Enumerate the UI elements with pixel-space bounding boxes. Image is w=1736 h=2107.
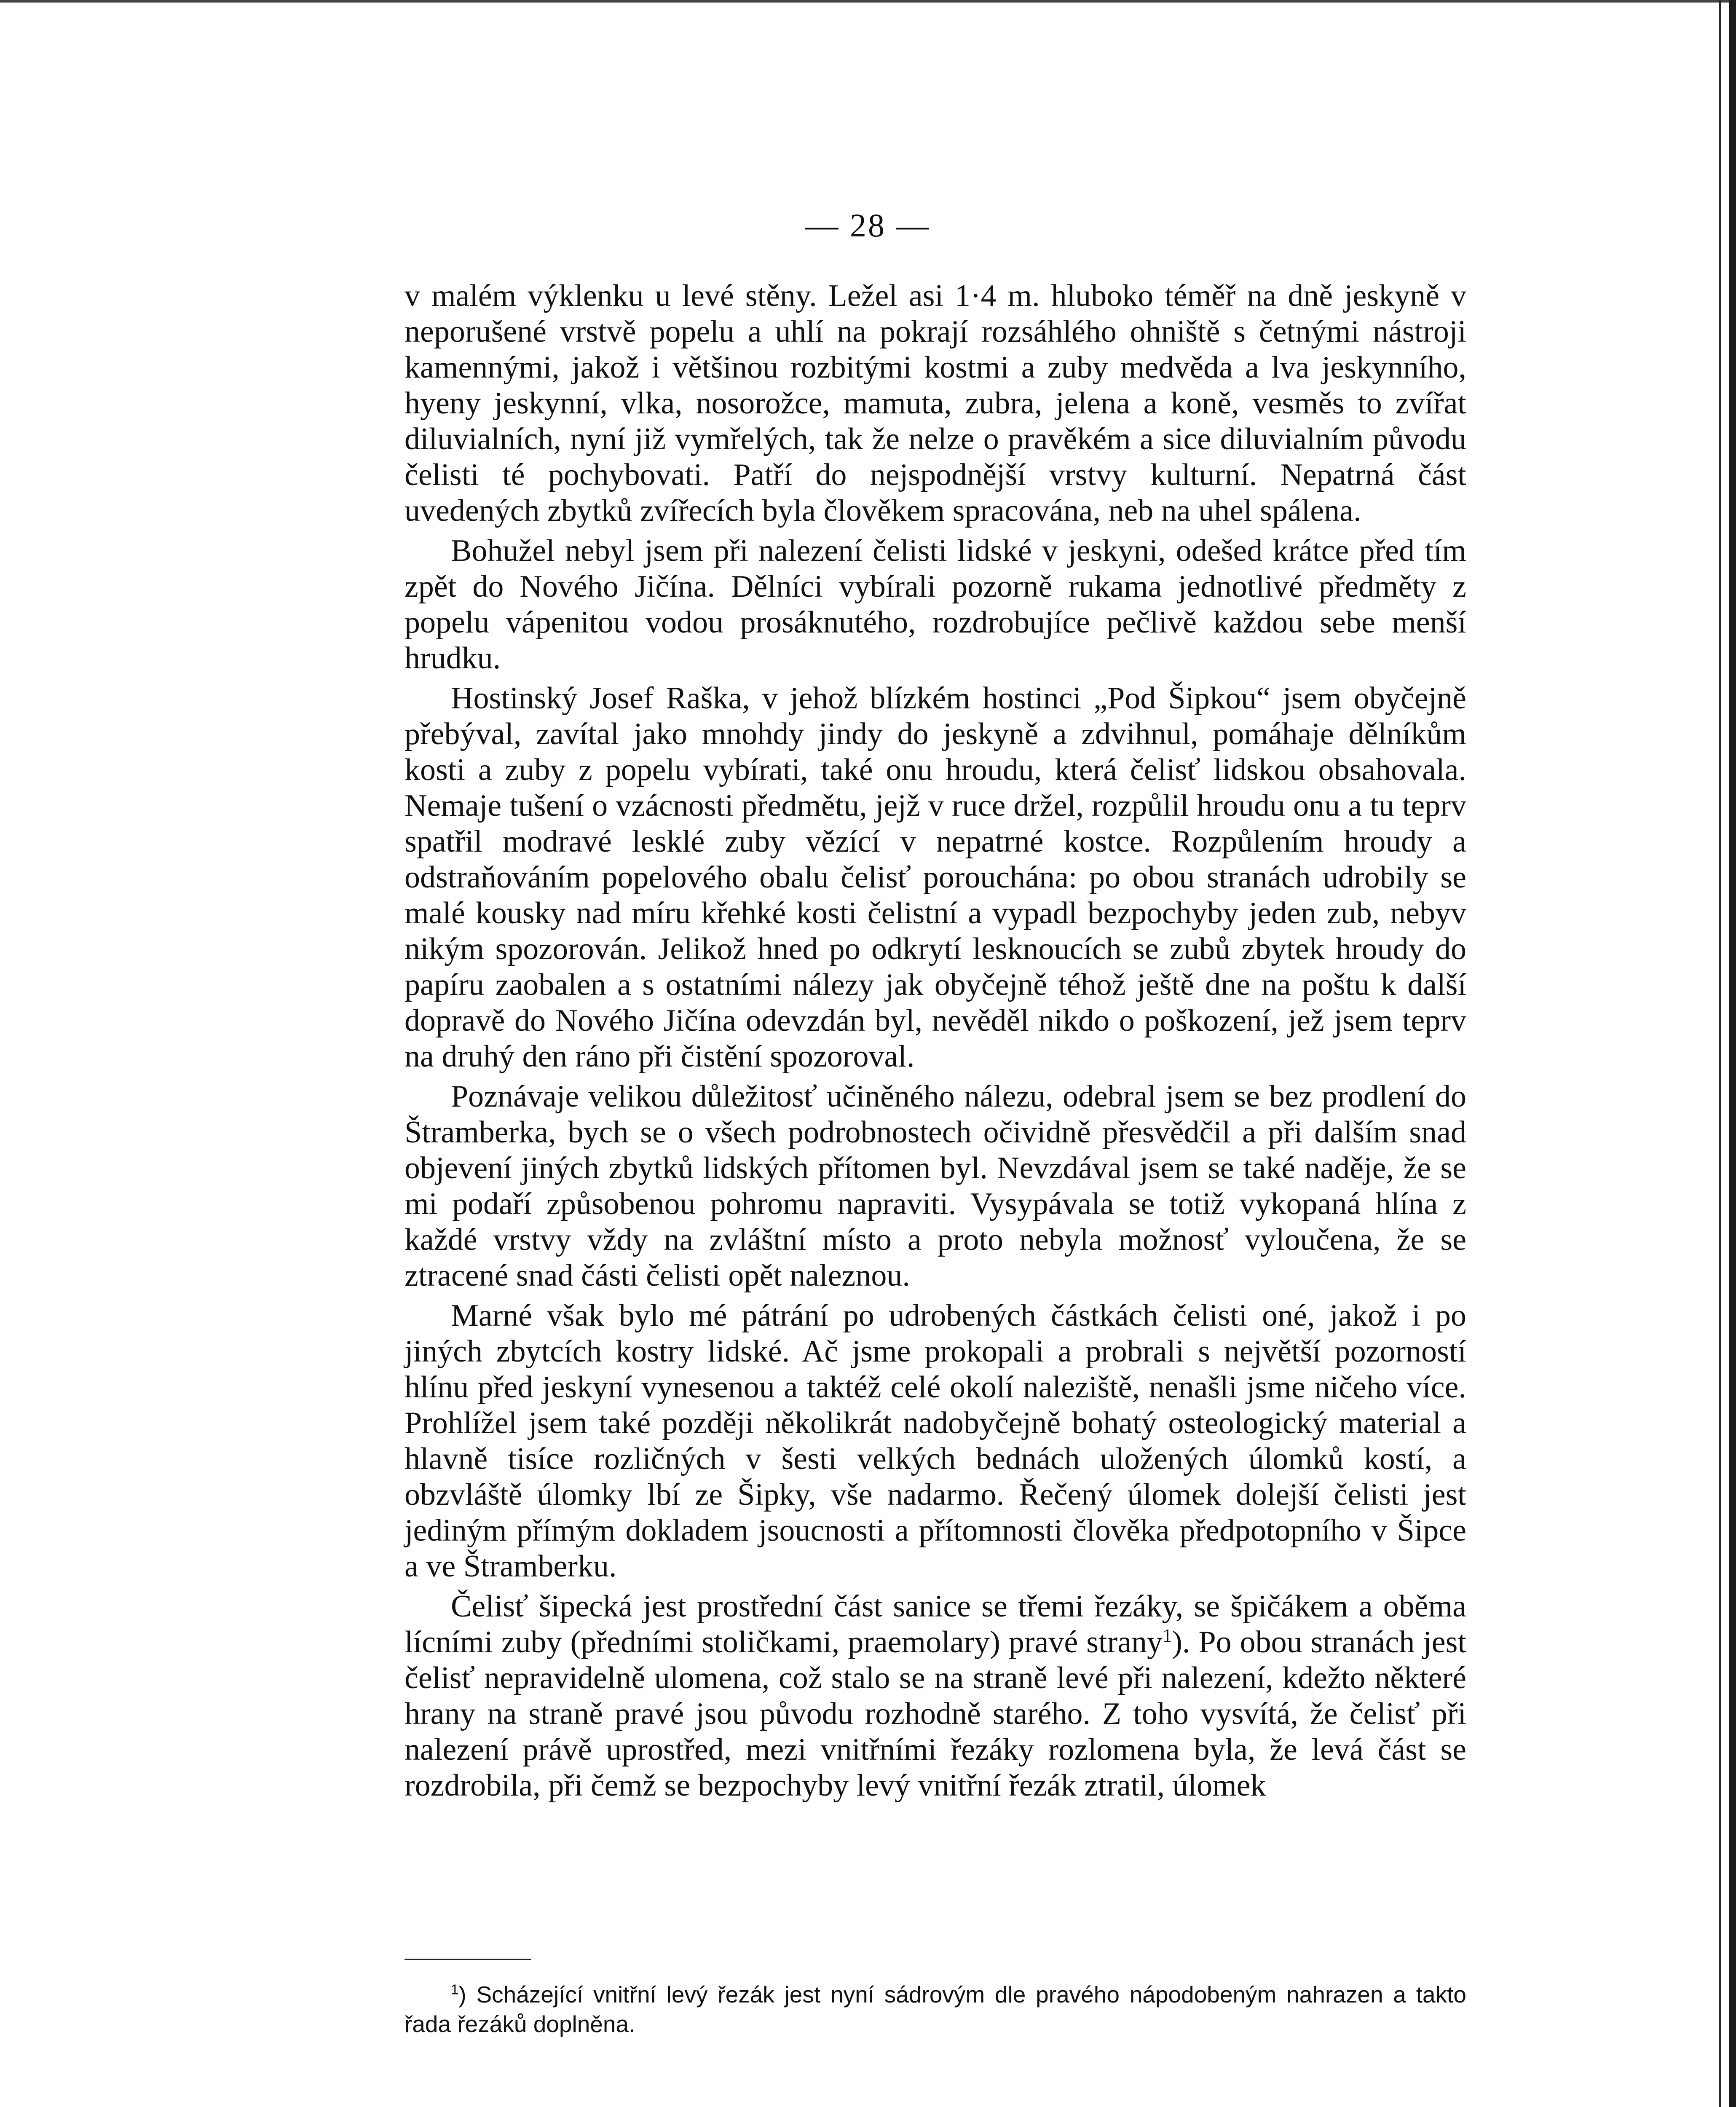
- scan-edge-top: [0, 0, 1736, 3]
- paragraph-4: Poznávaje velikou důležitosť učiněného nálezu, odebral jsem se bez prodlení do Štramberka, bych se o všech podrobnostech očividně přesvědčil a při dalším snad objevení jiných zbytků lidských přítomen byl. Nevzdával jsem se také naděje, že se mi podaří způsobenou pohromu napraviti. Vysypávala se totiž vykopaná hlína z každé vrstvy vždy na zvláštní místo a proto nebyla možnosť vyloučena, že se ztracené snad části čelisti opět naleznou.: [405, 1079, 1466, 1293]
- paragraph-6-text-b: ). Po obou stranách jest čelisť nepravidelně ulomena, což stalo se na straně levé při nalezení, kdežto některé hrany na straně pravé jsou původu rozhodně starého. Z toho vysvítá, že čelisť při nalezení právě uprostřed, mezi vnitřními řezáky rozlomena byla, že levá část se rozdrobila, při čemž se bezpochyby levý vnitřní řezák ztratil, úlomek: [405, 1625, 1467, 1803]
- scan-edge-inner: [1719, 0, 1721, 2107]
- footnote-marker: 1: [451, 1981, 459, 1997]
- footnote: [405, 1980, 1466, 2039]
- paragraph-6: [405, 1589, 1466, 1804]
- paragraph-1: v malém výklenku u levé stěny. Ležel asi 1·4 m. hluboko téměř na dně jeskyně v neporušené vrstvě popelu a uhlí na pokrají rozsáhlého ohniště s četnými nástroji kamennými, jakož i většinou rozbitými kostmi a zuby medvěda a lva jeskynního, hyeny jeskynní, vlka, nosorožce, mamuta, zubra, jelena a koně, vesměs to zvířat diluvialních, nyní již vymřelých, tak že nelze o pravěkém a sice diluvialním původu čelisti té pochybovati. Patří do nejspodnější vrstvy kulturní. Nepatrná část uvedených zbytků zvířecích byla člověkem spracována, neb na uhel spálena.: [405, 279, 1466, 528]
- body-text: [405, 278, 1466, 1804]
- paragraph-6-text-a: Čelisť šipecká jest prostřední část sanice se třemi řezáky, se špičákem a oběma lícními zuby (předními stoličkami, praemolary) pravé strany: [405, 1589, 1466, 1659]
- paragraph-2: Bohužel nebyl jsem při nalezení čelisti lidské v jeskyni, odešed krátce před tím zpět do Nového Jičína. Dělníci vybírali pozorně rukama jednotlivé předměty z popelu vápenitou vodou prosáknutého, rozdrobujíce pečlivě každou sebe menší hrudku.: [405, 533, 1466, 676]
- paragraph-3: Hostinský Josef Raška, v jehož blízkém hostinci „Pod Šipkou“ jsem obyčejně přebýval, zavítal jako mnohdy jindy do jeskyně a zdvihnul, pomáhaje dělníkům kosti a zuby z popelu vybírati, také onu hroudu, která čelisť lidskou obsahovala. Nemaje tušení o vzácnosti předmětu, jejž v ruce držel, rozpůlil hroudu onu a tu teprv spatřil modravé lesklé zuby vězící v nepatrné kostce. Rozpůlením hroudy a odstraňováním popelového obalu čelisť porouchána: po obou stranách udrobily se malé kousky nad míru křehké kosti čelistní a vypadl bezpochyby jeden zub, nebyv nikým spozorován. Jelikož hned po odkrytí lesknoucích se zubů zbytek hroudy do papíru zaobalen a s ostatními nálezy jak obyčejně téhož ještě dne na poštu k další dopravě do Nového Jičína odevzdán byl, nevěděl nikdo o poškození, jež jsem teprv na druhý den ráno při čistění spozoroval.: [405, 681, 1466, 1074]
- scan-edge-right: [1729, 0, 1736, 2107]
- footnote-text: ) Scházející vnitřní levý řezák jest nyní sádrovým dle pravého nápodobeným nahrazen a takto řada řezáků doplněna.: [405, 1981, 1466, 2037]
- paragraph-5: Marné však bylo mé pátrání po udrobených částkách čelisti oné, jakož i po jiných zbytcích kostry lidské. Ač jsme prokopali a probrali s největší pozorností hlínu před jeskyní vynesenou a taktéž celé okolí naleziště, nenašli jsme ničeho více. Prohlížel jsem také později několikrát nadobyčejně bohatý osteologický material a hlavně tisíce rozličných v šesti velkých bednách uložených úlomků kostí, a obzvláště úlomky lbí ze Šipky, vše nadarmo. Řečený úlomek dolejší čelisti jest jediným přímým dokladem jsoucnosti a přítomnosti člověka předpotopního v Šipce a ve Štramberku.: [405, 1298, 1466, 1584]
- page-number: — 28 —: [805, 207, 931, 244]
- footnote-divider: [405, 1959, 531, 1960]
- footnote-reference: 1: [1163, 1624, 1172, 1646]
